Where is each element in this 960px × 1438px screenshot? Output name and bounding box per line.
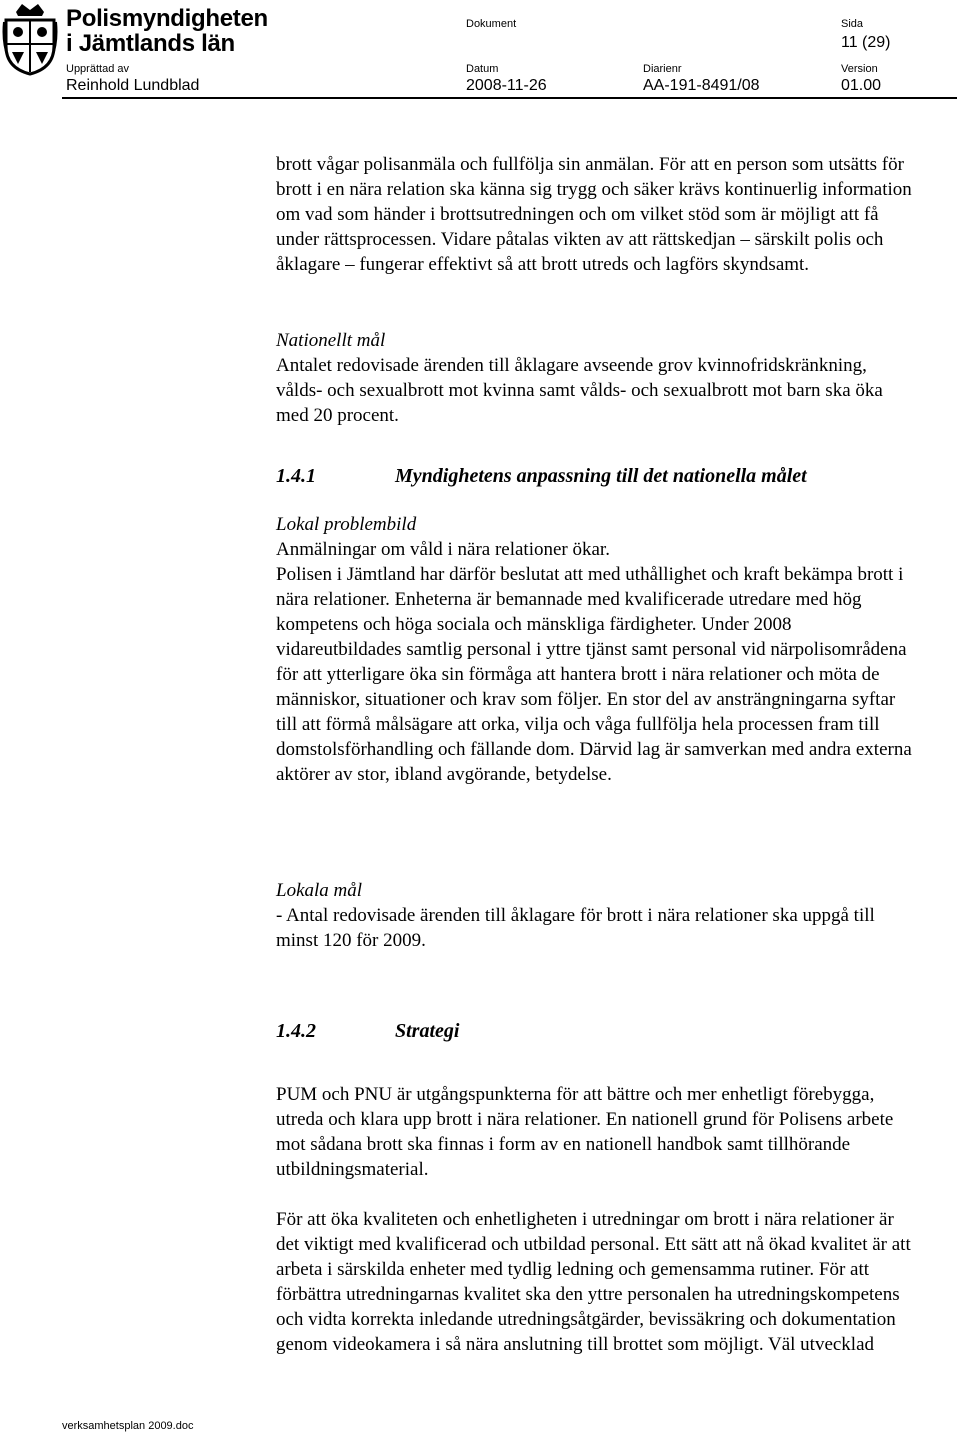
lokala-mal-text: - Antal redovisade ärenden till åklagare för brott i nära relationer ska uppgå till minst 120 för 2009. [276,905,875,951]
document-header [0,0,960,100]
intro-text: brott vågar polisanmäla och fullfölja sin anmälan. För att en person som utsätts för brott i en nära relation ska känna sig trygg och säker krävs kontinuerlig information om vad som händer i brottsutredningen och om vilket stöd som är möjligt att få under rättsprocessen. Vidare påtalas vikten av att rättskedjan – särskilt polis och åklagare – fungerar effektivt så att brott utreds och lagförs skyndsamt. [276,154,912,275]
upprattad-label: Upprättad av [66,63,129,75]
lokal-problembild-heading: Lokal problembild [276,514,417,535]
org-line-2: i Jämtlands län [66,30,235,57]
lokala-mal-heading: Lokala mål [276,880,363,901]
nationellt-mal-text: Antalet redovisade ärenden till åklagare avseende grov kvinnofridskränkning, vålds- och sexualbrott mot kvinna samt vålds- och sexualbrott mot barn ska öka med 20 procent. [276,355,883,426]
page-number: 11 (29) [841,34,891,51]
organization-name [66,6,268,56]
section-title-1-4-2: Strategi [395,1020,460,1042]
lokal-problembild-block [276,512,916,787]
document-date: 2008-11-26 [466,77,547,94]
lokal-problembild-text: Polisen i Jämtland har därför beslutat att med uthållighet och kraft bekämpa brott i nära relationer. Enheterna är bemannade med kvalificerade utredare med hög kompetens och höga sociala och mänskliga färdigheter. Under 2008 vidareutbildades samtlig personal i yttre tjänst samt personal vid närpolisområdena för att ytterligare öka sin förmåga att hantera brott i nära relationer och möta de människor, situationer och krav som följer. En stor del av ansträngningarna syftar till att förmå målsägare att orka, vilja och våga fullfölja hela processen fram till domstolsförhandling och fällande dom. Därvid lag är samverkan med andra externa aktörer av stor, ibland avgörande, betydelse. [276,564,912,785]
author-name: Reinhold Lundblad [66,77,200,94]
section-number-1-4-1: 1.4.1 [276,465,316,487]
datum-label: Datum [466,63,499,75]
diary-number: AA-191-8491/08 [643,77,760,94]
org-line-1: Polismyndigheten [66,5,268,32]
lokal-problembild-line1: Anmälningar om våld i nära relationer ökar. [276,539,610,560]
strategi-text-1: PUM och PNU är utgångspunkterna för att bättre och mer enhetligt förebygga, utreda och klara upp brott i nära relationer. En nationell grund för Polisens arbete mot sådana brott ska finnas i form av en nationell handbok samt tillhörande utbildningsmaterial. [276,1084,894,1180]
sida-label: Sida [841,18,864,30]
section-number-1-4-2: 1.4.2 [276,1020,316,1042]
version-label: Version [841,63,878,75]
diarienr-label: Diarienr [643,63,682,75]
strategi-paragraph-2 [276,1207,916,1357]
version-number: 01.00 [841,77,882,94]
lokala-mal-block [276,878,916,953]
strategi-paragraph-1 [276,1082,916,1182]
coat-of-arms-icon [2,2,58,76]
nationellt-mal-block [276,328,916,428]
nationellt-mal-heading: Nationellt mål [276,330,386,351]
section-title-1-4-1: Myndighetens anpassning till det nationella målet [395,465,807,487]
dokument-label: Dokument [466,18,517,30]
strategi-text-2: För att öka kvaliteten och enhetligheten i utredningar om brott i nära relationer är det viktigt med kvalificerad och utbildad personal. Ett sätt att nå ökad kvalitet är att arbeta i särskilda enheter med tydlig ledning och gemensamma rutiner. För att förbättra utredningarnas kvalitet ska den yttre personalen ha utredningskompetens och vidta korrekta inledande utredningsåtgärder, bevissäkring och dokumentation genom videokamera i så nära anslutning till brottet som möjligt. Väl utvecklad [276,1209,911,1355]
intro-paragraph [276,152,916,277]
header-rule [62,97,957,99]
footer-filename: verksamhetsplan 2009.doc [62,1420,194,1432]
